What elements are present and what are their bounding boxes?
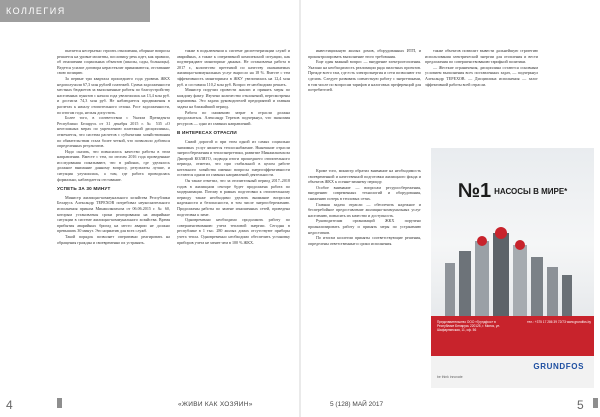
pump-motor xyxy=(515,240,525,250)
pump-motor xyxy=(477,236,487,246)
pump-5 xyxy=(513,245,527,318)
paragraph: Кроме того, министр обратил внимание на необходимость своевременной и качественной подготовки жилищного фонда и объектов ЖКХ к осенне-зимнему периоду. xyxy=(308,168,421,185)
ad-contact-phone: тел.: +375 17 286 39 72/73 www.grundfos.by xyxy=(527,320,591,324)
paragraph: также в подключении к системе диспетчеризации служб и аварийных, а также к оперативной комплексной ситуации, как подтверждают мониторинг данных. Не остановлена работа в 2017 г., количество претензий по качеству оказываемых жилищно-коммунальных услуг выросло на 18 %. Вместе с тем эффективность мониторинга в ЖКУ увеличилась на 12,4 млн руб. и составила 110,2 млн руб. Вопрос ее необходимо решать. xyxy=(177,48,290,87)
grundfos-logo: GRUNDFOS xyxy=(533,362,584,371)
paragraph: Работа по снижению затрат в отрасли должна продолжаться. Александр Терехов подчеркнул, что экономия ресурсов — одно из главных направлений. xyxy=(177,109,290,126)
page-spine xyxy=(299,0,301,417)
article-column-3 xyxy=(308,48,421,183)
paragraph: Такой порядок позволяет оперативно реагировать на обращения граждан и своевременно их устранять. xyxy=(57,234,170,245)
paragraph: также объектов позволит вывести дальнейшую стратегию использования электрической энергии для отопления и вести предложения по совершенствованию тарифной политики. xyxy=(425,48,538,65)
article-column-2 xyxy=(177,48,290,388)
page-number-right: 5 xyxy=(577,398,584,412)
pump-1 xyxy=(445,263,455,318)
ad-contact-address: Представительство ООО «Грундфос» в Республике Беларусь 220125, г. Минск, ул. Шафарнянская, 11, оф. 56 xyxy=(437,320,501,332)
pump-2 xyxy=(459,251,471,318)
ad-footer-band xyxy=(431,356,594,388)
paragraph: — Жесткие ограничения, дисциплина остаются основным условием выполнения всех поставленных задач, — подчеркнул Александр ТЕРЕХОВ. — Дисциплина исполнения — залог эффективной работы всей отрасли. xyxy=(425,64,538,87)
section-label: КОЛЛЕГИЯ xyxy=(6,6,66,16)
pump-4 xyxy=(493,233,509,318)
paragraph: Главная задача отрасли — обеспечить надежное и бесперебойное предоставление жилищно-коммунальных услуг населению, повысить их качество и доступность. xyxy=(308,201,421,218)
pump-motor xyxy=(495,227,507,239)
paragraph: Одновременно необходимо продолжить работу по совершенствованию учета тепловой энергии. Сегодня в республике в 1 тыс. 280 жилых домах отсутствуют приборы учета тепла. Одновременно необходимо обеспечить установку приборов учета не менее чем в 100 % ЖКХ. xyxy=(177,217,290,245)
paragraph: Руководителям организаций ЖКХ поручено проанализировать работу и принять меры по устранению недостатков. xyxy=(308,218,421,235)
paragraph: пытается несерьезно строить отношения, оборные вопросы решается на уровне молитвы, пословицу речь идет, как правило, об отношении социальных объектов (школы, сады, больницы). Ведется усилие договора нерастеклит принимаются, отставание свою позицию. xyxy=(57,48,170,76)
paragraph: Еще один важный вопрос — внедрение электроотопления. Указано на необходимость реализации ряда пилотных проектов. Прежде всего там, где есть электроэнергия и сети позволяют это сделать. Следует развивать совместную работу с энергетиками, в том числе по вопросам тарифов и налоговых преференций для потребителей. xyxy=(308,59,421,93)
subheading-industry-interests: В ИНТЕРЕСАХ ОТРАСЛИ xyxy=(177,130,237,136)
footer-marker-right xyxy=(593,398,598,408)
grundfos-advertisement xyxy=(431,148,594,388)
paragraph: Министр поручил провести анализ и принять меры по каждому факту. Изучено количество отклонений, пересмотрены нормативы. Это задача руководителей предприятий и главная задача на ближайший период. xyxy=(177,87,290,109)
paragraph: Надо сказать, что повысилось качество работы в этом направлении. Вместе с тем, по итогам 2016 года проведенные исследования показывают, что в районах, где уделялось должное внимание данному вопросу, результаты лучше, и ситуация улучшилась, а там, где работа проводилась формально, наблюдается отставание. xyxy=(57,148,170,182)
pump-6 xyxy=(531,257,543,318)
article-column-5 xyxy=(308,168,421,388)
paragraph: Более того, в соответствии с Указом Президента Республики Беларусь от 31 декабря 2015 г. № 535 «О неотложных мерах по укреплению платежной дисциплины», отмечается, что система расчетов с субъектами хозяйствования по обязательствам стала более четкой, что позволило добиться определенных результатов. xyxy=(57,115,170,149)
paragraph: По итогам коллегии приняты соответствующие решения, определены ответственные и сроки исполнения. xyxy=(308,235,421,246)
ad-slogan: be think innovate xyxy=(437,375,463,379)
paragraph: инвестиционную жилых домов, оборудованных ИТП, и проконтролировать выполнение этого требования. xyxy=(308,48,421,59)
pump-8 xyxy=(562,275,572,318)
section-header-bar xyxy=(0,0,150,22)
paragraph: Министр жилищно-коммунального хозяйства Республики Беларусь Александр ТЕРЕХОВ потребовал неукоснительного исполнения приказа Минжилкомхоза от 06.06.2015 г. № 60, которым установлены сроки реагирования на аварийные ситуации в системе жилищно-коммунального хозяйства. Время прибытия аварийных бригад на место аварии не должно превышать 30 минут. Это норматив для всех служб. xyxy=(57,194,170,234)
ad-claim: НАСОСЫ В МИРЕ* xyxy=(494,187,568,196)
article-column-4 xyxy=(425,48,538,148)
pump-3 xyxy=(475,241,489,318)
magazine-title: «ЖИВИ КАК ХОЗЯИН» xyxy=(178,401,253,408)
issue-info: 5 (128) МАЙ 2017 xyxy=(330,401,384,408)
paragraph: Он также отметил, что за отопительный период 2017–2018 годов в жилищном секторе будет продолжена работа по модернизации. Потому в рамках подготовки к отопительному периоду также необходимо уделить внимание вопросам надежности и безопасности, в том числе энергосбережению. Продолжены работы по замене изношенных сетей, проведена подготовка к зиме. xyxy=(177,178,290,217)
article-column-1 xyxy=(57,48,170,388)
subheading-30-minutes: УСПЕТЬ ЗА 30 МИНУТ xyxy=(57,186,111,192)
paragraph: Особое внимание — вопросам ресурсосбережения, внедрению современных технологий и оборудования, снижению потерь в тепловых сетях. xyxy=(308,184,421,201)
pump-7 xyxy=(547,267,558,318)
ad-number-one: №1 xyxy=(457,180,492,202)
footer-marker-left xyxy=(57,398,62,408)
ad-headline xyxy=(431,180,594,203)
paragraph: За первые три квартала прошедшего года уровень ЖКХ недополучили 67,3 млн рублей платежей. Сумма задолженности местных бюджетов за выполненные работы по благоустройству населенных пунктов с начала года увеличилась на 13,4 млн руб. и достигла 74,3 млн руб. Не наблюдается продвижения в расчетах к началу отопительного сезона. Рост задолженности, по итогам года, нельзя допустить. xyxy=(57,75,170,115)
page-number-left: 4 xyxy=(6,398,13,412)
paragraph: Самой дорогой и при этом одной из самых социально значимых услуг является теплоснабжение. Нынешние отрасли энергосбережения и теплоэнергетики, развитие Минжилкомхоза Дмитрий КОЛЯГО, подводя итоги прошедшего отопительного периода, отметил, что при стабильной в целом работе котельного хозяйства именно вопросы энергоэффективности остаются одним из главных направлений деятельности. xyxy=(177,138,290,178)
